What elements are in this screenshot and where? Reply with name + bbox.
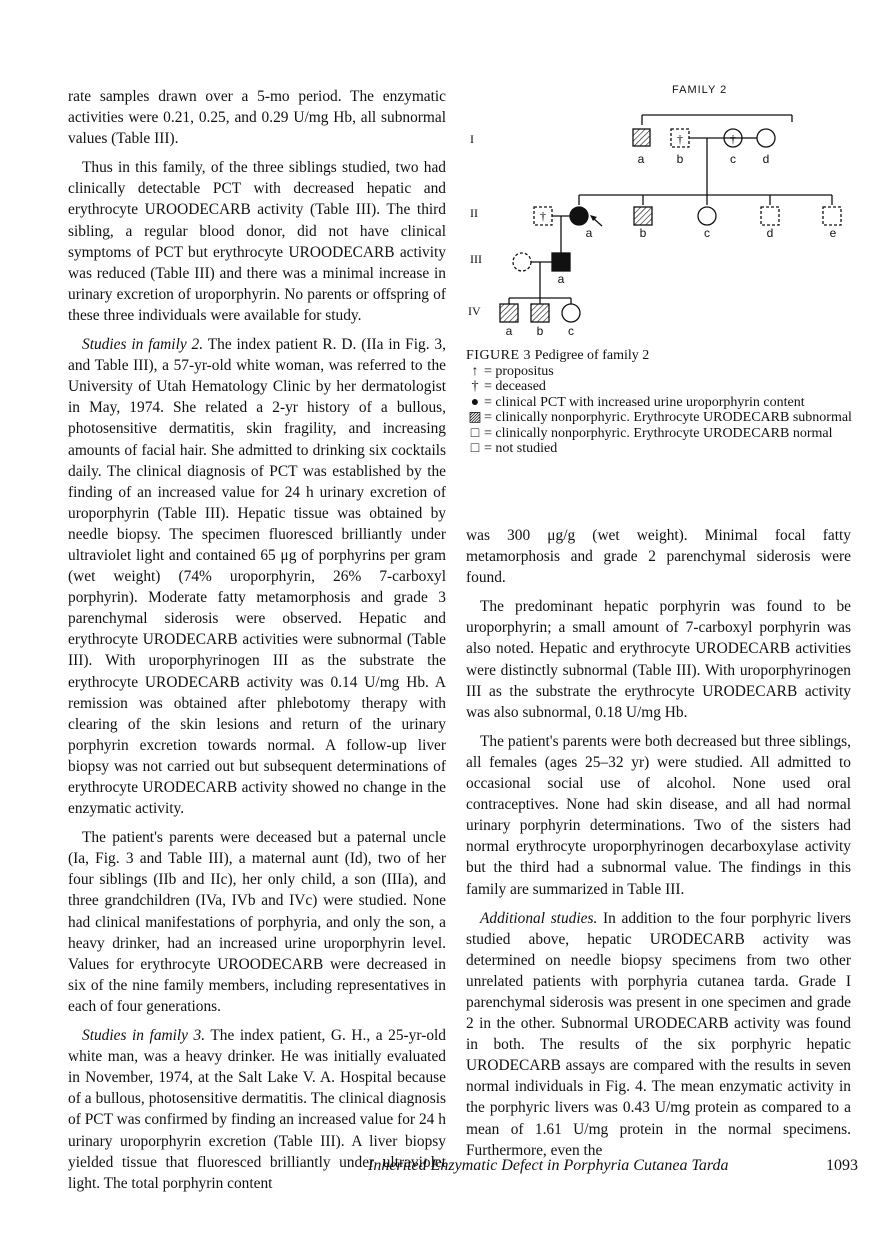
hatched-square-icon: ▨ bbox=[468, 410, 482, 425]
caption-title bbox=[466, 348, 861, 364]
legend-propositus: ↑ = propositus bbox=[466, 364, 861, 380]
right-column bbox=[466, 525, 851, 1161]
individual-IIa bbox=[570, 207, 588, 225]
deceased-mark-icon: † bbox=[677, 132, 683, 146]
label-IId: d bbox=[766, 226, 774, 240]
paragraph-2: Thus in this family, of the three siblings studied, two had clinically detectable PCT with decreased hepatic and erythrocyte UROODECARB activity (Table III). The third sibling, a regular blood donor, did not have clinical symptoms of PCT but erythrocyte UROODECARB activity was reduced (Table III) and there was a minimal increase in urinary excretion of uroporphyrin. No parents or offspring of these three individuals were available for study. bbox=[68, 159, 446, 324]
label-Ib: b bbox=[676, 152, 684, 166]
paragraph-1: rate samples drawn over a 5-mo period. The enzymatic activities were 0.21, 0.25, and 0.29 U/mg Hb, all subnormal values (Table III). bbox=[68, 88, 446, 148]
label-IIa: a bbox=[585, 226, 593, 240]
figure-title: FAMILY 2 bbox=[672, 84, 728, 96]
individual-Id bbox=[757, 129, 775, 147]
family3-text: The index patient, G. H., a 25-yr-old white man, was a heavy drinker. He was initially evaluated in November, 1974, at the Salt Lake V. A. Hospital because of a bullous, photosensitive dermatitis. The clinical diagnosis of PCT was confirmed by finding an increased value for 24 h urinary uroporphyrin excretion (Table III). A liver biopsy yielded tissue that fluoresced brilliantly under ultraviolet light. The total porphyrin content bbox=[68, 1027, 446, 1192]
label-Id: d bbox=[762, 152, 770, 166]
deceased-mark-icon: † bbox=[730, 132, 736, 146]
label-IIb: b bbox=[639, 226, 647, 240]
individual-IVb bbox=[531, 304, 549, 322]
additional-text: In addition to the four porphyric livers studied above, hepatic URODECARB activity was determined on needle biopsy specimens from two other unrelated patients with porphyria cutanea tarda. Grade I parenchymal siderosis was present in one specimen and grade 2 in the other. Subnormal URODECARB activity was found in both. The results of the six porphyric hepatic URODECARB assays are compared with the results in seven normal individuals in Fig. 4. The mean enzymatic activity in the porphyric livers was 0.43 U/mg protein as compared to a mean of 1.61 U/mg protein in the normal specimens. Furthermore, even the bbox=[466, 909, 851, 1159]
propositus-arrow-icon: ↑ bbox=[471, 363, 479, 379]
propositus-arrow-icon bbox=[590, 215, 602, 226]
dashed-square-icon: □ bbox=[470, 441, 480, 456]
label-IVb: b bbox=[536, 324, 544, 338]
legend-not-studied: □ = not studied bbox=[466, 441, 861, 457]
family2-heading: Studies in family 2. bbox=[82, 336, 204, 354]
paragraph-r2: The predominant hepatic porphyrin was found to be uroporphyrin; a small amount of 7-carboxyl porphyrin was also noted. Hepatic and erythrocyte URODECARB activities were distinctly subnormal (Table III). With uroporphyrinogen III as the substrate the erythrocyte URODECARB activity was also subnormal, 0.18 U/mg Hb. bbox=[466, 598, 851, 721]
individual-Ib bbox=[671, 129, 689, 147]
generation-label-1: I bbox=[470, 132, 474, 146]
individual-IIb bbox=[634, 207, 652, 225]
left-column bbox=[68, 86, 446, 1194]
generation-label-3: III bbox=[470, 252, 482, 266]
label-IVc: c bbox=[568, 324, 574, 338]
deceased-mark-icon: † bbox=[471, 379, 479, 394]
paragraph-relatives: The patient's parents were deceased but a paternal uncle (Ia, Fig. 3 and Table III), a maternal aunt (Id), two of her four siblings (IIb and IIc), her only child, a son (IIIa), and three grandchildren (IVa, IVb and IVc) were studied. None had clinical manifestations of porphyria, and only the son, a heavy drinker, had an increased urine uroporphyrin level. Values for erythrocyte UROODECARB were decreased in six of the nine family members, including representatives in each of four generations. bbox=[68, 829, 446, 1015]
running-title: Inherited Enzymatic Defect in Porphyria Cutanea Tarda bbox=[368, 1157, 729, 1174]
label-Ia: a bbox=[637, 152, 645, 166]
individual-IIe bbox=[823, 207, 841, 225]
paragraph-r1: was 300 μg/g (wet weight). Minimal focal fatty metamorphosis and grade 2 parenchymal siderosis were found. bbox=[466, 527, 851, 587]
label-IVa: a bbox=[505, 324, 513, 338]
legend-subnormal: ▨ = clinically nonporphyric. Erythrocyte URODECARB subnormal bbox=[466, 410, 861, 426]
individual-IId bbox=[761, 207, 779, 225]
individual-IIc bbox=[698, 207, 716, 225]
individual-IVc bbox=[562, 304, 580, 322]
family2-text: The index patient R. D. (IIa in Fig. 3, and Table III), a 57-yr-old white woman, was referred to the University of Utah Hematology Clinic by her dermatologist in May, 1974. She related a 2-yr history of a bullous, photosensitive dermatitis, skin fragility, and increasing amounts of facial hair. She admitted to drinking six cocktails daily. The clinical diagnosis of PCT was established by the finding of an increased value for 24 h urinary excretion of uroporphyrin (Table III). Hepatic tissue was obtained by needle biopsy. The specimen fluoresced brilliantly under ultraviolet light and contained 65 μg of porphyrins per gram (wet weight) (74% uroporphyrin, 26% 7-carboxyl porphyrin). Moderate fatty metamorphosis and grade 3 parenchymal siderosis were observed. Hepatic and erythrocyte URODECARB activities were subnormal (Table III). With uroporphyrinogen III as the substrate the erythrocyte URODECARB activity was 0.14 U/mg Hb. A remission was obtained after phlebotomy therapy with clearing of the skin lesions and return of the urinary porphyrin excretion towards normal. A follow-up liver biopsy was not carried out but subsequent determinations of erythrocyte URODECARB activity showed no change in the enzymatic activity. bbox=[68, 336, 446, 818]
individual-IVa bbox=[500, 304, 518, 322]
paragraph-family2 bbox=[68, 334, 446, 819]
generation-label-2: II bbox=[470, 206, 478, 220]
page-number: 1093 bbox=[826, 1157, 858, 1174]
page-footer bbox=[368, 1157, 858, 1175]
caption-figure-title: Pedigree of family 2 bbox=[534, 348, 650, 363]
open-square-icon: □ bbox=[470, 425, 480, 441]
additional-heading: Additional studies. bbox=[480, 909, 598, 927]
pedigree-chart bbox=[462, 80, 857, 345]
caption-figure-label: FIGURE 3 bbox=[466, 348, 532, 363]
label-IIe: e bbox=[829, 226, 837, 240]
legend-normal: □ = clinically nonporphyric. Erythrocyte URODECARB normal bbox=[466, 426, 861, 442]
label-IIc: c bbox=[704, 226, 710, 240]
individual-IIspouse bbox=[534, 207, 552, 225]
deceased-mark-icon: † bbox=[540, 209, 546, 223]
family3-heading: Studies in family 3. bbox=[82, 1027, 206, 1045]
individual-IIIspouse bbox=[513, 253, 531, 271]
legend-clinical-pct: ● = clinical PCT with increased urine uroporphyrin content bbox=[466, 395, 861, 411]
individual-Ia bbox=[633, 129, 650, 146]
paragraph-r3: The patient's parents were both decreased but three siblings, all females (ages 25–32 yr) were studied. All admitted to occasional social use of alcohol. None used oral contraceptives. None had skin disease, and all had normal urinary porphyrin determinations. Two of the sisters had normal erythrocyte uroporphyrinogen decarboxylase activity but the third had a subnormal value. The findings in this family are summarized in Table III. bbox=[466, 732, 851, 898]
pedigree-figure bbox=[462, 80, 857, 510]
generation-label-4: IV bbox=[468, 304, 481, 318]
legend-deceased: † = deceased bbox=[466, 379, 861, 395]
figure-caption bbox=[466, 348, 861, 457]
label-Ic: c bbox=[730, 152, 736, 166]
label-IIIa: a bbox=[557, 272, 565, 286]
paragraph-additional bbox=[466, 908, 851, 1161]
individual-IIIa bbox=[552, 253, 570, 271]
filled-circle-icon: ● bbox=[470, 394, 480, 410]
